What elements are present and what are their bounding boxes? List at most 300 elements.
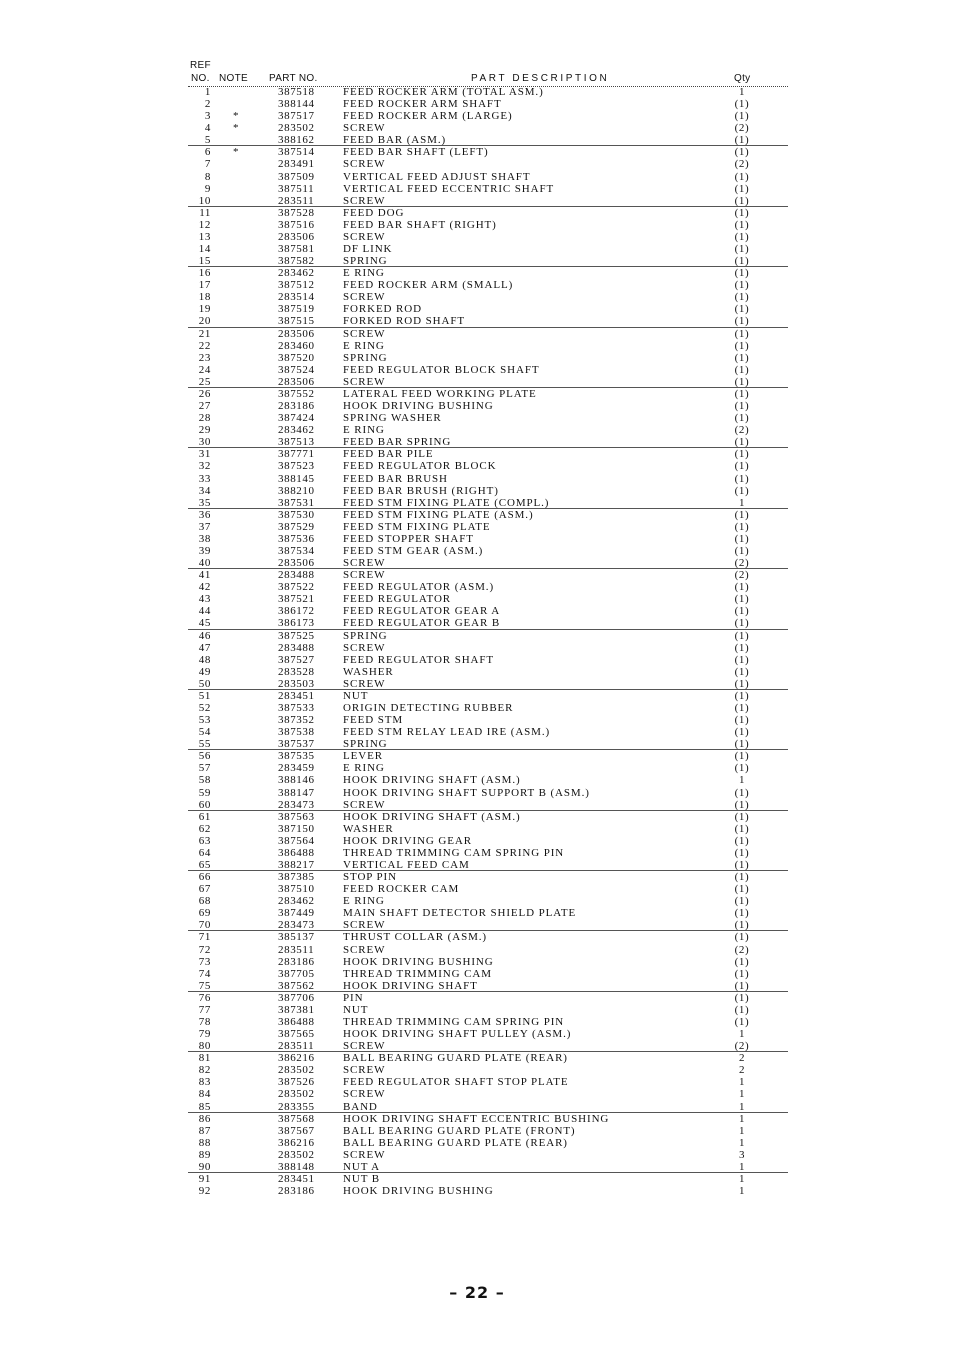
- part-number: 387529: [278, 520, 315, 533]
- quantity: (1): [734, 798, 750, 811]
- quantity: (1): [734, 581, 750, 594]
- table-row: [188, 859, 788, 871]
- part-number: 387515: [278, 315, 315, 328]
- part-description: FEED REGULATOR BLOCK SHAFT: [343, 363, 540, 376]
- table-row: [188, 690, 788, 702]
- header-part-no: PART NO.: [269, 73, 318, 84]
- part-number: 283503: [278, 677, 315, 690]
- quantity: 1: [738, 496, 746, 509]
- quantity: (2): [734, 557, 750, 570]
- table-row: [188, 122, 788, 134]
- ref-no: 76: [198, 991, 211, 1004]
- table-row: [188, 255, 788, 267]
- table-row: [188, 883, 788, 895]
- table-row: [188, 1040, 788, 1052]
- ref-no: 79: [198, 1028, 211, 1041]
- table-row: [188, 1088, 788, 1100]
- part-number: 283488: [278, 641, 315, 654]
- quantity: (1): [734, 267, 750, 280]
- table-row: [188, 811, 788, 823]
- part-number: 386173: [278, 617, 315, 630]
- quantity: 1: [738, 1160, 746, 1173]
- ref-no: 81: [198, 1052, 211, 1065]
- table-row: [188, 919, 788, 931]
- ref-no: 52: [198, 701, 211, 714]
- table-row: [188, 1016, 788, 1028]
- table-row: [188, 569, 788, 581]
- ref-no: 10: [198, 194, 211, 207]
- ref-no: 35: [198, 496, 211, 509]
- ref-no: 5: [204, 134, 211, 147]
- part-description: BALL BEARING GUARD PLATE (REAR): [343, 1052, 568, 1065]
- quantity: (1): [734, 750, 750, 763]
- part-number: 283451: [278, 1173, 315, 1186]
- ref-no: 7: [204, 158, 211, 171]
- part-description: SCREW: [343, 327, 386, 340]
- table-row: [188, 473, 788, 485]
- quantity: (1): [734, 303, 750, 316]
- part-description: HOOK DRIVING BUSHING: [343, 1185, 494, 1198]
- ref-no: 29: [198, 424, 211, 437]
- parts-table: [188, 86, 788, 1197]
- quantity: (2): [734, 1040, 750, 1053]
- part-description: SCREW: [343, 677, 386, 690]
- part-number: 387520: [278, 351, 315, 364]
- part-number: 387563: [278, 810, 315, 823]
- part-description: SCREW: [343, 291, 386, 304]
- quantity: (2): [734, 158, 750, 171]
- header-qty: Qty: [734, 73, 751, 84]
- table-row: [188, 460, 788, 472]
- part-number: 387518: [278, 86, 315, 98]
- ref-no: 57: [198, 762, 211, 775]
- part-number: 387524: [278, 363, 315, 376]
- table-row: [188, 110, 788, 122]
- table-row: [188, 847, 788, 859]
- ref-no: 55: [198, 738, 211, 751]
- table-row: [188, 835, 788, 847]
- ref-no: 20: [198, 315, 211, 328]
- part-description: FEED BAR BRUSH: [343, 472, 448, 485]
- table-row: [188, 738, 788, 750]
- table-row: [188, 980, 788, 992]
- part-description: FEED BAR BRUSH (RIGHT): [343, 484, 499, 497]
- quantity: 1: [738, 774, 746, 787]
- table-header: [188, 73, 788, 87]
- part-description: MAIN SHAFT DETECTOR SHIELD PLATE: [343, 907, 577, 920]
- ref-no: 13: [198, 230, 211, 243]
- quantity: (1): [734, 955, 750, 968]
- part-number: 387526: [278, 1076, 315, 1089]
- part-description: E RING: [343, 339, 385, 352]
- part-number: 388147: [278, 786, 315, 799]
- part-description: SCREW: [343, 158, 386, 171]
- part-description: THREAD TRIMMING CAM SPRING PIN: [343, 1016, 565, 1029]
- part-description: FEED STM RELAY LEAD IRE (ASM.): [343, 726, 551, 739]
- ref-no: 67: [198, 883, 211, 896]
- part-number: 387521: [278, 593, 315, 606]
- table-row: [188, 617, 788, 629]
- ref-no: 92: [198, 1185, 211, 1198]
- table-row: [188, 678, 788, 690]
- table-row: [188, 86, 788, 98]
- quantity: (1): [734, 291, 750, 304]
- part-number: 283502: [278, 122, 315, 135]
- part-number: 283460: [278, 339, 315, 352]
- ref-no: 69: [198, 907, 211, 920]
- ref-no: 8: [204, 170, 211, 183]
- ref-no: 90: [198, 1160, 211, 1173]
- part-number: 387517: [278, 110, 315, 123]
- part-description: NUT A: [343, 1160, 380, 1173]
- quantity: 1: [738, 1112, 746, 1125]
- part-description: FEED BAR PILE: [343, 448, 434, 461]
- part-description: FEED ROCKER ARM SHAFT: [343, 98, 502, 111]
- quantity: (1): [734, 689, 750, 702]
- quantity: (1): [734, 714, 750, 727]
- part-number: 387537: [278, 738, 315, 751]
- part-number: 388144: [278, 98, 315, 111]
- quantity: (1): [734, 617, 750, 630]
- part-description: FEED ROCKER CAM: [343, 883, 460, 896]
- part-description: FEED STM GEAR (ASM.): [343, 544, 484, 557]
- ref-no: 77: [198, 1003, 211, 1016]
- ref-no: 83: [198, 1076, 211, 1089]
- part-description: FEED STM: [343, 714, 404, 727]
- part-description: PIN: [343, 991, 364, 1004]
- quantity: (1): [734, 400, 750, 413]
- part-number: 387534: [278, 544, 315, 557]
- part-number: 387525: [278, 629, 315, 642]
- part-number: 387150: [278, 822, 315, 835]
- part-description: FEED BAR (ASM.): [343, 134, 447, 147]
- table-row: [188, 1173, 788, 1185]
- quantity: (1): [734, 883, 750, 896]
- quantity: (1): [734, 448, 750, 461]
- part-number: 386216: [278, 1136, 315, 1149]
- part-number: 387567: [278, 1124, 315, 1137]
- quantity: (1): [734, 907, 750, 920]
- table-row: [188, 400, 788, 412]
- ref-no: 87: [198, 1124, 211, 1137]
- part-number: 387516: [278, 218, 315, 231]
- part-description: FEED REGULATOR GEAR B: [343, 617, 501, 630]
- table-row: [188, 774, 788, 786]
- quantity: (2): [734, 569, 750, 582]
- ref-no: 39: [198, 544, 211, 557]
- table-row: [188, 267, 788, 279]
- part-description: BALL BEARING GUARD PLATE (REAR): [343, 1136, 568, 1149]
- part-number: 388162: [278, 134, 315, 147]
- ref-no: 70: [198, 919, 211, 932]
- ref-no: 50: [198, 677, 211, 690]
- quantity: (1): [734, 182, 750, 195]
- table-row: [188, 303, 788, 315]
- ref-no: 47: [198, 641, 211, 654]
- table-row: [188, 630, 788, 642]
- table-row: [188, 436, 788, 448]
- quantity: (1): [734, 387, 750, 400]
- table-row: [188, 557, 788, 569]
- table-row: [188, 593, 788, 605]
- ref-no: 72: [198, 943, 211, 956]
- quantity: (1): [734, 255, 750, 268]
- part-number: 283502: [278, 1064, 315, 1077]
- quantity: (1): [734, 979, 750, 992]
- quantity: (1): [734, 351, 750, 364]
- part-description: FEED STOPPER SHAFT: [343, 532, 474, 545]
- part-number: 387538: [278, 726, 315, 739]
- quantity: (1): [734, 339, 750, 352]
- quantity: (1): [734, 677, 750, 690]
- table-row: [188, 1028, 788, 1040]
- table-row: [188, 388, 788, 400]
- quantity: 3: [738, 1148, 746, 1161]
- part-description: SCREW: [343, 641, 386, 654]
- part-description: FORKED ROD: [343, 303, 422, 316]
- table-row: [188, 895, 788, 907]
- part-number: 283506: [278, 230, 315, 243]
- part-description: SPRING: [343, 351, 388, 364]
- quantity: (1): [734, 98, 750, 111]
- table-row: [188, 605, 788, 617]
- part-number: 388210: [278, 484, 315, 497]
- part-description: STOP PIN: [343, 871, 397, 884]
- table-row: [188, 376, 788, 388]
- table-row: [188, 485, 788, 497]
- part-description: LATERAL FEED WORKING PLATE: [343, 387, 537, 400]
- ref-no: 85: [198, 1100, 211, 1113]
- quantity: (1): [734, 895, 750, 908]
- table-row: [188, 424, 788, 436]
- quantity: (1): [734, 508, 750, 521]
- table-row: [188, 944, 788, 956]
- part-number: 283451: [278, 689, 315, 702]
- table-row: [188, 1101, 788, 1113]
- quantity: 1: [738, 1124, 746, 1137]
- ref-no: 23: [198, 351, 211, 364]
- ref-no: 46: [198, 629, 211, 642]
- part-description: FEED BAR SHAFT (LEFT): [343, 146, 489, 159]
- ref-no: 89: [198, 1148, 211, 1161]
- part-description: THRUST COLLAR (ASM.): [343, 931, 488, 944]
- quantity: 1: [738, 1136, 746, 1149]
- part-number: 283502: [278, 1148, 315, 1161]
- table-row: [188, 412, 788, 424]
- ref-no: 82: [198, 1064, 211, 1077]
- part-description: HOOK DRIVING SHAFT (ASM.): [343, 774, 521, 787]
- part-description: FEED REGULATOR: [343, 593, 452, 606]
- part-description: SCREW: [343, 375, 386, 388]
- quantity: (1): [734, 532, 750, 545]
- table-row: [188, 1004, 788, 1016]
- part-description: THREAD TRIMMING CAM: [343, 967, 492, 980]
- part-description: HOOK DRIVING SHAFT (ASM.): [343, 810, 521, 823]
- table-row: [188, 666, 788, 678]
- part-description: FEED ROCKER ARM (TOTAL ASM.): [343, 86, 544, 98]
- part-number: 387771: [278, 448, 315, 461]
- quantity: 1: [738, 1100, 746, 1113]
- part-number: 386216: [278, 1052, 315, 1065]
- ref-no: 42: [198, 581, 211, 594]
- ref-no: 73: [198, 955, 211, 968]
- part-number: 387514: [278, 146, 315, 159]
- part-number: 387565: [278, 1028, 315, 1041]
- part-description: BALL BEARING GUARD PLATE (FRONT): [343, 1124, 576, 1137]
- part-description: FEED BAR SPRING: [343, 436, 452, 449]
- part-description: FEED STM FIXING PLATE: [343, 520, 491, 533]
- quantity: (1): [734, 194, 750, 207]
- table-row: [188, 291, 788, 303]
- ref-no: 38: [198, 532, 211, 545]
- ref-no: 66: [198, 871, 211, 884]
- ref-no: 22: [198, 339, 211, 352]
- part-number: 387510: [278, 883, 315, 896]
- part-number: 283473: [278, 798, 315, 811]
- part-number: 387352: [278, 714, 315, 727]
- quantity: 1: [738, 1088, 746, 1101]
- part-description: NUT: [343, 1003, 369, 1016]
- ref-no: 74: [198, 967, 211, 980]
- quantity: 2: [738, 1064, 746, 1077]
- quantity: (1): [734, 629, 750, 642]
- quantity: (1): [734, 146, 750, 159]
- part-description: VERTICAL FEED ADJUST SHAFT: [343, 170, 531, 183]
- part-number: 387582: [278, 255, 315, 268]
- table-row: [188, 134, 788, 146]
- part-number: 387385: [278, 871, 315, 884]
- ref-no: 80: [198, 1040, 211, 1053]
- quantity: (1): [734, 593, 750, 606]
- table-row: [188, 714, 788, 726]
- header-no: NO.: [191, 73, 210, 84]
- part-description: NUT B: [343, 1173, 380, 1186]
- part-number: 283473: [278, 919, 315, 932]
- part-description: HOOK DRIVING BUSHING: [343, 400, 494, 413]
- table-row: [188, 171, 788, 183]
- part-number: 283528: [278, 665, 315, 678]
- quantity: (1): [734, 243, 750, 256]
- quantity: (1): [734, 1016, 750, 1029]
- part-number: 385137: [278, 931, 315, 944]
- part-description: FEED REGULATOR (ASM.): [343, 581, 495, 594]
- ref-no: 27: [198, 400, 211, 413]
- quantity: (1): [734, 279, 750, 292]
- part-description: SCREW: [343, 230, 386, 243]
- ref-no: 11: [199, 206, 211, 219]
- ref-no: 86: [198, 1112, 211, 1125]
- part-description: FEED REGULATOR GEAR A: [343, 605, 501, 618]
- quantity: (1): [734, 834, 750, 847]
- table-row: [188, 328, 788, 340]
- part-description: HOOK DRIVING SHAFT SUPPORT B (ASM.): [343, 786, 590, 799]
- ref-no: 14: [198, 243, 211, 256]
- part-number: 388148: [278, 1160, 315, 1173]
- part-description: SCREW: [343, 919, 386, 932]
- table-row: [188, 497, 788, 509]
- quantity: 1: [738, 1185, 746, 1198]
- part-number: 387523: [278, 460, 315, 473]
- part-description: NUT: [343, 689, 369, 702]
- part-description: SCREW: [343, 1088, 386, 1101]
- table-row: [188, 98, 788, 110]
- ref-no: 41: [198, 569, 211, 582]
- ref-no: 75: [198, 979, 211, 992]
- part-description: FEED DOG: [343, 206, 405, 219]
- quantity: (1): [734, 810, 750, 823]
- part-number: 283186: [278, 400, 315, 413]
- quantity: (1): [734, 726, 750, 739]
- part-number: 387536: [278, 532, 315, 545]
- part-description: E RING: [343, 424, 385, 437]
- ref-no: 78: [198, 1016, 211, 1029]
- part-number: 283462: [278, 267, 315, 280]
- quantity: 1: [738, 1028, 746, 1041]
- header-note: NOTE: [219, 73, 248, 84]
- part-description: FEED ROCKER ARM (SMALL): [343, 279, 514, 292]
- quantity: (1): [734, 605, 750, 618]
- table-row: [188, 581, 788, 593]
- table-row: [188, 871, 788, 883]
- table-row: [188, 183, 788, 195]
- quantity: (1): [734, 762, 750, 775]
- note-mark: *: [232, 146, 240, 159]
- ref-no: 31: [198, 448, 211, 461]
- part-description: FEED STM FIXING PLATE (ASM.): [343, 508, 534, 521]
- quantity: (1): [734, 846, 750, 859]
- table-row: [188, 533, 788, 545]
- table-row: [188, 448, 788, 460]
- part-number: 283355: [278, 1100, 315, 1113]
- quantity: (1): [734, 931, 750, 944]
- quantity: (1): [734, 218, 750, 231]
- ref-no: 59: [198, 786, 211, 799]
- part-description: BAND: [343, 1100, 378, 1113]
- part-description: DF LINK: [343, 243, 393, 256]
- ref-no: 3: [204, 110, 211, 123]
- quantity: (1): [734, 641, 750, 654]
- header-description: PART DESCRIPTION: [471, 73, 610, 84]
- ref-no: 65: [198, 859, 211, 871]
- table-row: [188, 750, 788, 762]
- quantity: (1): [734, 484, 750, 497]
- quantity: (1): [734, 134, 750, 147]
- part-description: SCREW: [343, 194, 386, 207]
- part-description: SCREW: [343, 1040, 386, 1053]
- part-number: 387581: [278, 243, 315, 256]
- part-description: SCREW: [343, 1064, 386, 1077]
- quantity: (1): [734, 1003, 750, 1016]
- ref-no: 12: [198, 218, 211, 231]
- quantity: 1: [738, 1076, 746, 1089]
- part-description: E RING: [343, 267, 385, 280]
- part-number: 283511: [278, 194, 315, 207]
- part-number: 388145: [278, 472, 315, 485]
- ref-no: 56: [198, 750, 211, 763]
- part-description: ORIGIN DETECTING RUBBER: [343, 701, 514, 714]
- part-number: 387527: [278, 653, 315, 666]
- part-number: 387568: [278, 1112, 315, 1125]
- part-number: 283514: [278, 291, 315, 304]
- quantity: (1): [734, 327, 750, 340]
- table-row: [188, 146, 788, 158]
- table-row: [188, 1185, 788, 1197]
- part-number: 387533: [278, 701, 315, 714]
- part-number: 387705: [278, 967, 315, 980]
- ref-no: 58: [198, 774, 211, 787]
- table-row: [188, 231, 788, 243]
- ref-no: 30: [198, 436, 211, 449]
